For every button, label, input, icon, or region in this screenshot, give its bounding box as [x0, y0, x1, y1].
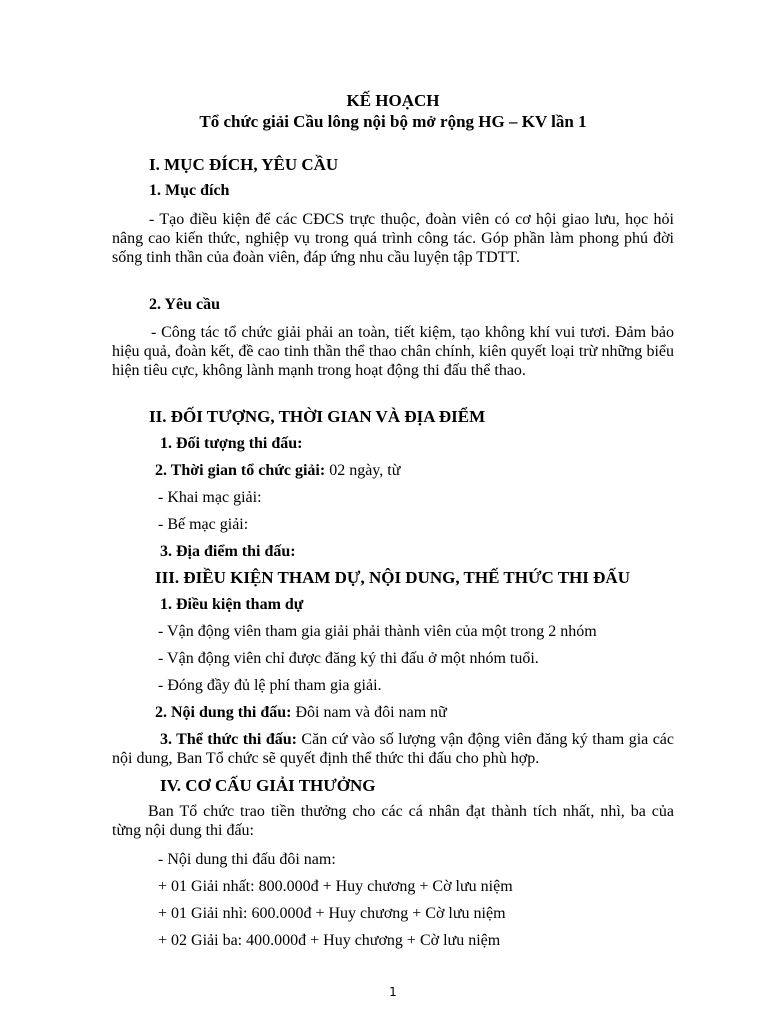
prize-second: + 01 Giải nhì: 600.000đ + Huy chương + Cờ lưu niệm	[158, 905, 506, 922]
section-1-1-heading: 1. Mục đích	[149, 182, 230, 199]
section-3-2-value: Đôi nam và đôi nam nữ	[291, 704, 447, 721]
condition-1: - Vận động viên tham gia giải phải thành viên của một trong 2 nhóm	[158, 623, 597, 640]
closing-line: - Bế mạc giải:	[158, 516, 249, 533]
prize-intro: Ban Tổ chức trao tiền thưởng cho các cá nhân đạt thành tích nhất, nhì, ba của từng nội dung thi đấu:	[112, 803, 674, 839]
document-subtitle: Tổ chức giải Cầu lông nội bộ mở rộng HG – KV lần 1	[199, 112, 587, 131]
section-2-2-item	[155, 461, 400, 481]
section-3-heading: III. ĐIỀU KIỆN THAM DỰ, NỘI DUNG, THẾ THỨC THI ĐẤU	[155, 568, 630, 587]
prize-first: + 01 Giải nhất: 800.000đ + Huy chương + Cờ lưu niệm	[158, 878, 513, 895]
section-3-2-label: 2. Nội dung thi đấu:	[155, 704, 292, 721]
section-3-3-label: 3. Thể thức thi đấu:	[160, 731, 297, 748]
condition-3: - Đóng đầy đủ lệ phí tham gia giải.	[158, 677, 382, 694]
document-title: KẾ HOẠCH	[346, 91, 440, 110]
section-3-1-heading: 1. Điều kiện tham dự	[160, 596, 304, 613]
section-4-heading: IV. CƠ CẤU GIẢI THƯỞNG	[160, 776, 376, 795]
section-1-1-text: - Tạo điều kiện để các CĐCS trực thuộc, đoàn viên có cơ hội giao lưu, học hỏi nâng cao kiến thức, nghiệp vụ trong quá trình công tác. Góp phần làm phong phú đời sống tinh thần của đoàn viên, đáp ứng nhu cầu luyện tập TDTT.	[112, 211, 674, 266]
prize-third: + 02 Giải ba: 400.000đ + Huy chương + Cờ lưu niệm	[158, 932, 501, 949]
section-1-2-text: - Công tác tổ chức giải phải an toàn, tiết kiệm, tạo không khí vui tươi. Đảm bảo hiệu quả, đoàn kết, đề cao tinh thần thể thao chân chính, kiên quyết loại trừ những biểu hiện tiêu cực, không lành mạnh trong hoạt động thi đấu thể thao.	[112, 324, 674, 379]
section-2-2-label: 2. Thời gian tổ chức giải:	[155, 462, 326, 479]
section-3-2-item	[155, 703, 447, 723]
prize-category: - Nội dung thi đấu đôi nam:	[158, 851, 336, 868]
section-2-2-value: 02 ngày, từ	[325, 462, 401, 479]
section-2-3-item: 3. Địa điểm thi đấu:	[160, 543, 296, 560]
section-2-heading: II. ĐỐI TƯỢNG, THỜI GIAN VÀ ĐỊA ĐIỂM	[149, 407, 486, 426]
section-3-3-paragraph	[112, 730, 674, 768]
section-3-3-value: Căn cứ vào số lượng vận động viên đăng ký tham gia các nội dung, Ban Tổ chức sẽ quyết định thể thức thi đấu cho phù hợp.	[112, 731, 675, 767]
opening-line: - Khai mạc giải:	[158, 489, 262, 506]
condition-2: - Vận động viên chỉ được đăng ký thi đấu ở một nhóm tuổi.	[158, 650, 539, 667]
page-number: 1	[389, 985, 397, 999]
section-1-heading: I. MỤC ĐÍCH, YÊU CẦU	[149, 155, 339, 174]
section-2-1-item: 1. Đối tượng thi đấu:	[160, 435, 303, 452]
section-1-2-heading: 2. Yêu cầu	[149, 296, 220, 313]
